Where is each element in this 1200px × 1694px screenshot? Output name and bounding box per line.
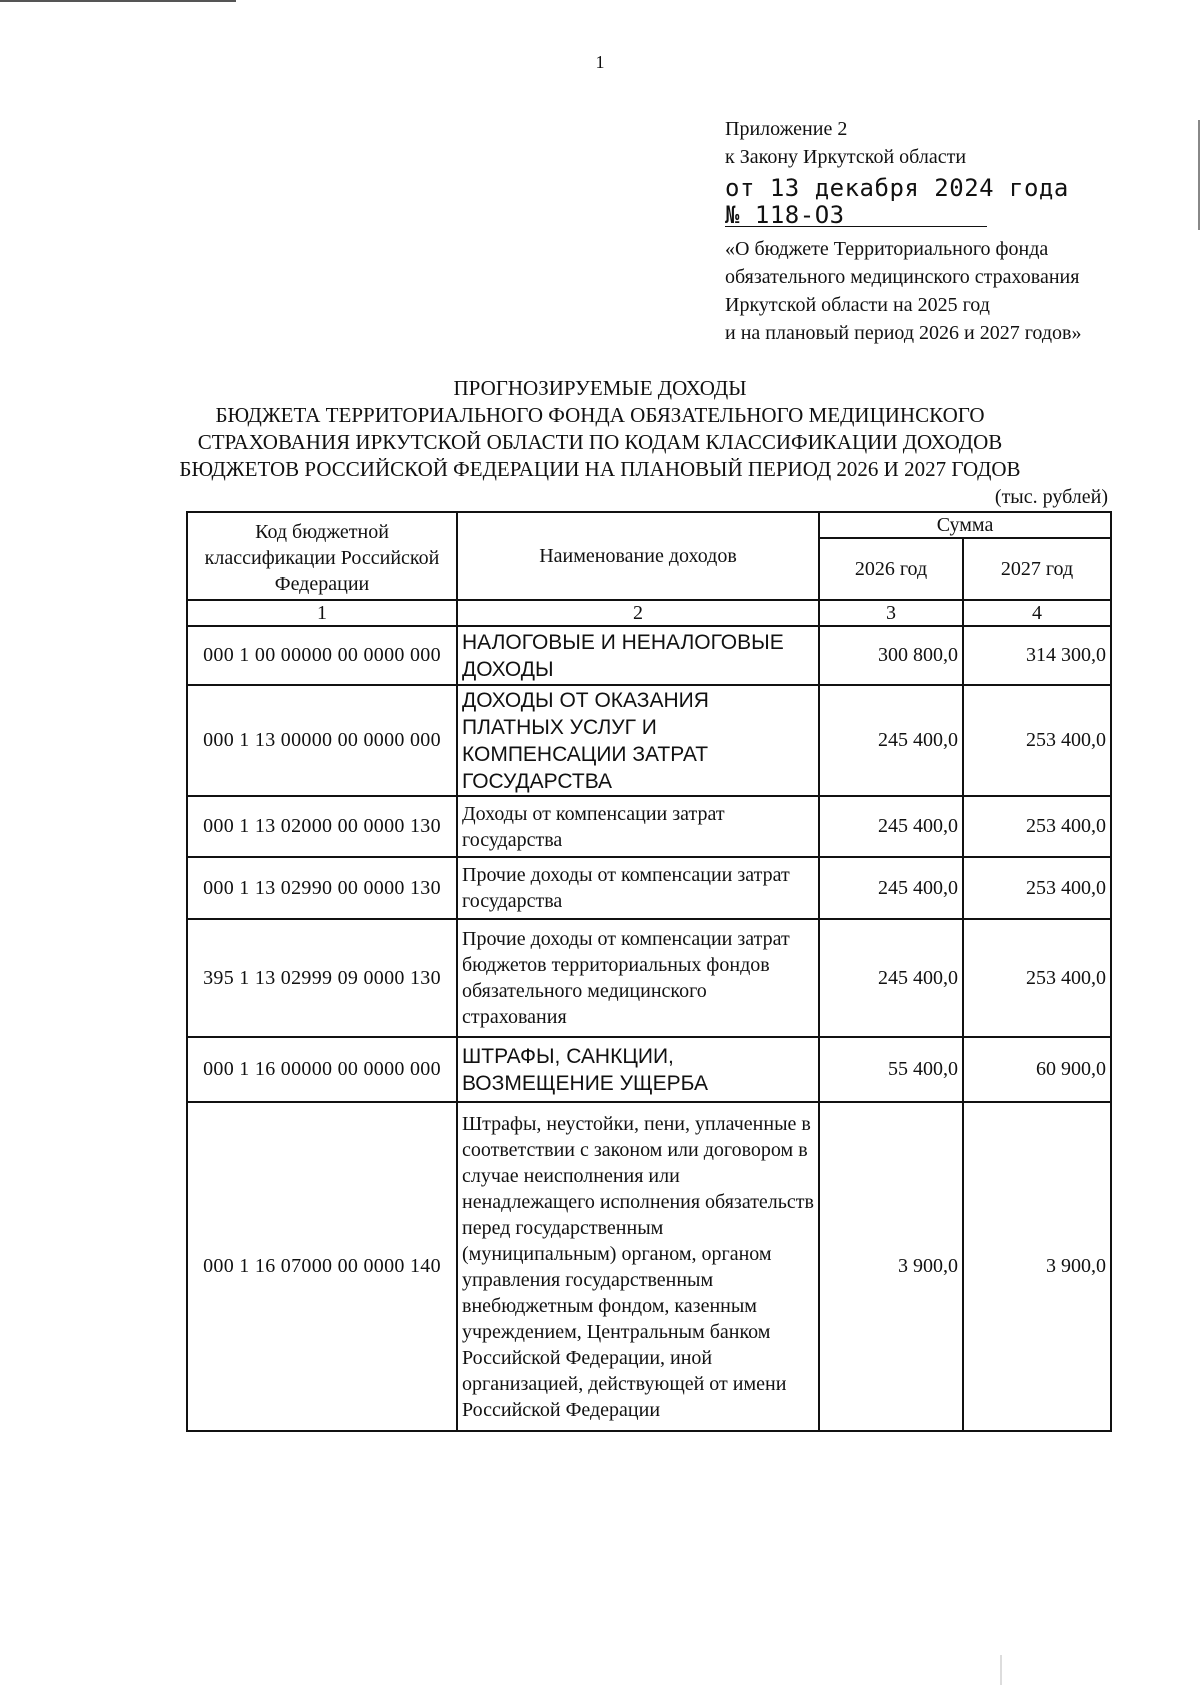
document-title <box>150 375 1050 483</box>
row-value-2026: 300 800,0 <box>819 626 963 685</box>
row-value-2026: 245 400,0 <box>819 796 963 857</box>
row-code: 000 1 00 00000 00 0000 000 <box>187 626 457 685</box>
appendix-date-number <box>725 175 1175 231</box>
column-number: 1 <box>187 600 457 626</box>
revenue-table <box>186 511 1112 1432</box>
row-value-2027: 253 400,0 <box>963 919 1111 1037</box>
appendix-number: № 118-ОЗ <box>725 201 845 229</box>
header-year-2026: 2026 год <box>819 538 963 600</box>
column-number: 3 <box>819 600 963 626</box>
units-label: (тыс. рублей) <box>994 486 1108 508</box>
row-value-2027: 253 400,0 <box>963 796 1111 857</box>
row-name: Доходы от компенсации затрат государства <box>457 796 819 857</box>
row-name: ДОХОДЫ ОТ ОКАЗАНИЯ ПЛАТНЫХ УСЛУГ И КОМПЕНСАЦИИ ЗАТРАТ ГОСУДАРСТВА <box>457 685 819 796</box>
table-header-row <box>187 512 1111 538</box>
appendix-law-ref: к Закону Иркутской области <box>725 146 967 168</box>
law-title-line: Иркутской области на 2025 год <box>725 294 990 316</box>
row-value-2027: 60 900,0 <box>963 1037 1111 1102</box>
row-value-2027: 253 400,0 <box>963 685 1111 796</box>
row-value-2026: 3 900,0 <box>819 1102 963 1431</box>
law-title-line: и на плановый период 2026 и 2027 годов» <box>725 322 1082 344</box>
column-number-row <box>187 600 1111 626</box>
row-code: 395 1 13 02999 09 0000 130 <box>187 919 457 1037</box>
column-number: 2 <box>457 600 819 626</box>
row-value-2026: 55 400,0 <box>819 1037 963 1102</box>
page-number: 1 <box>595 52 605 72</box>
row-value-2027: 314 300,0 <box>963 626 1111 685</box>
title-line: БЮДЖЕТОВ РОССИЙСКОЙ ФЕДЕРАЦИИ НА ПЛАНОВЫЙ ПЕРИОД 2026 И 2027 ГОДОВ <box>179 457 1021 481</box>
row-name: ШТРАФЫ, САНКЦИИ, ВОЗМЕЩЕНИЕ УЩЕРБА <box>457 1037 819 1102</box>
row-name: НАЛОГОВЫЕ И НЕНАЛОГОВЫЕ ДОХОДЫ <box>457 626 819 685</box>
table-row <box>187 796 1111 857</box>
header-name: Наименование доходов <box>457 512 819 600</box>
appendix-date: от 13 декабря 2024 года <box>725 174 1069 202</box>
scan-edge-line <box>0 0 236 2</box>
row-name: Прочие доходы от компенсации затрат государства <box>457 857 819 919</box>
appendix-number-row <box>725 202 1175 231</box>
row-value-2027: 253 400,0 <box>963 857 1111 919</box>
row-code: 000 1 16 07000 00 0000 140 <box>187 1102 457 1431</box>
table-row <box>187 1037 1111 1102</box>
header-sum: Сумма <box>819 512 1111 538</box>
row-code: 000 1 16 00000 00 0000 000 <box>187 1037 457 1102</box>
scan-artifact <box>1000 1655 1002 1685</box>
appendix-block <box>725 115 1175 347</box>
row-value-2026: 245 400,0 <box>819 919 963 1037</box>
title-line: ПРОГНОЗИРУЕМЫЕ ДОХОДЫ <box>453 376 747 400</box>
table-row <box>187 685 1111 796</box>
column-number: 4 <box>963 600 1111 626</box>
appendix-label: Приложение 2 <box>725 118 848 140</box>
row-code: 000 1 13 02000 00 0000 130 <box>187 796 457 857</box>
title-line: БЮДЖЕТА ТЕРРИТОРИАЛЬНОГО ФОНДА ОБЯЗАТЕЛЬНОГО МЕДИЦИНСКОГО <box>215 403 985 427</box>
table-row <box>187 626 1111 685</box>
header-code: Код бюджетной классификации Российской Федерации <box>187 512 457 600</box>
row-value-2026: 245 400,0 <box>819 857 963 919</box>
row-value-2027: 3 900,0 <box>963 1102 1111 1431</box>
law-title-line: обязательного медицинского страхования <box>725 266 1080 288</box>
table-row <box>187 857 1111 919</box>
table-row <box>187 919 1111 1037</box>
row-name: Штрафы, неустойки, пени, уплаченные в соответствии с законом или договором в случае неисполнения или ненадлежащего исполнения обязательств перед государственным (муниципальным) органом, органом управления государственным внебюджетным фондом, казенным учреждением, Центральным банком Российской Федерации, иной организацией, действующей от имени Российской Федерации <box>457 1102 819 1431</box>
law-title-line: «О бюджете Территориального фонда <box>725 238 1049 260</box>
header-year-2027: 2027 год <box>963 538 1111 600</box>
table-row <box>187 1102 1111 1431</box>
row-value-2026: 245 400,0 <box>819 685 963 796</box>
title-line: СТРАХОВАНИЯ ИРКУТСКОЙ ОБЛАСТИ ПО КОДАМ КЛАССИФИКАЦИИ ДОХОДОВ <box>197 430 1003 454</box>
row-code: 000 1 13 00000 00 0000 000 <box>187 685 457 796</box>
row-name: Прочие доходы от компенсации затрат бюджетов территориальных фондов обязательного медицинского страхования <box>457 919 819 1037</box>
row-code: 000 1 13 02990 00 0000 130 <box>187 857 457 919</box>
appendix-underline <box>725 226 987 227</box>
